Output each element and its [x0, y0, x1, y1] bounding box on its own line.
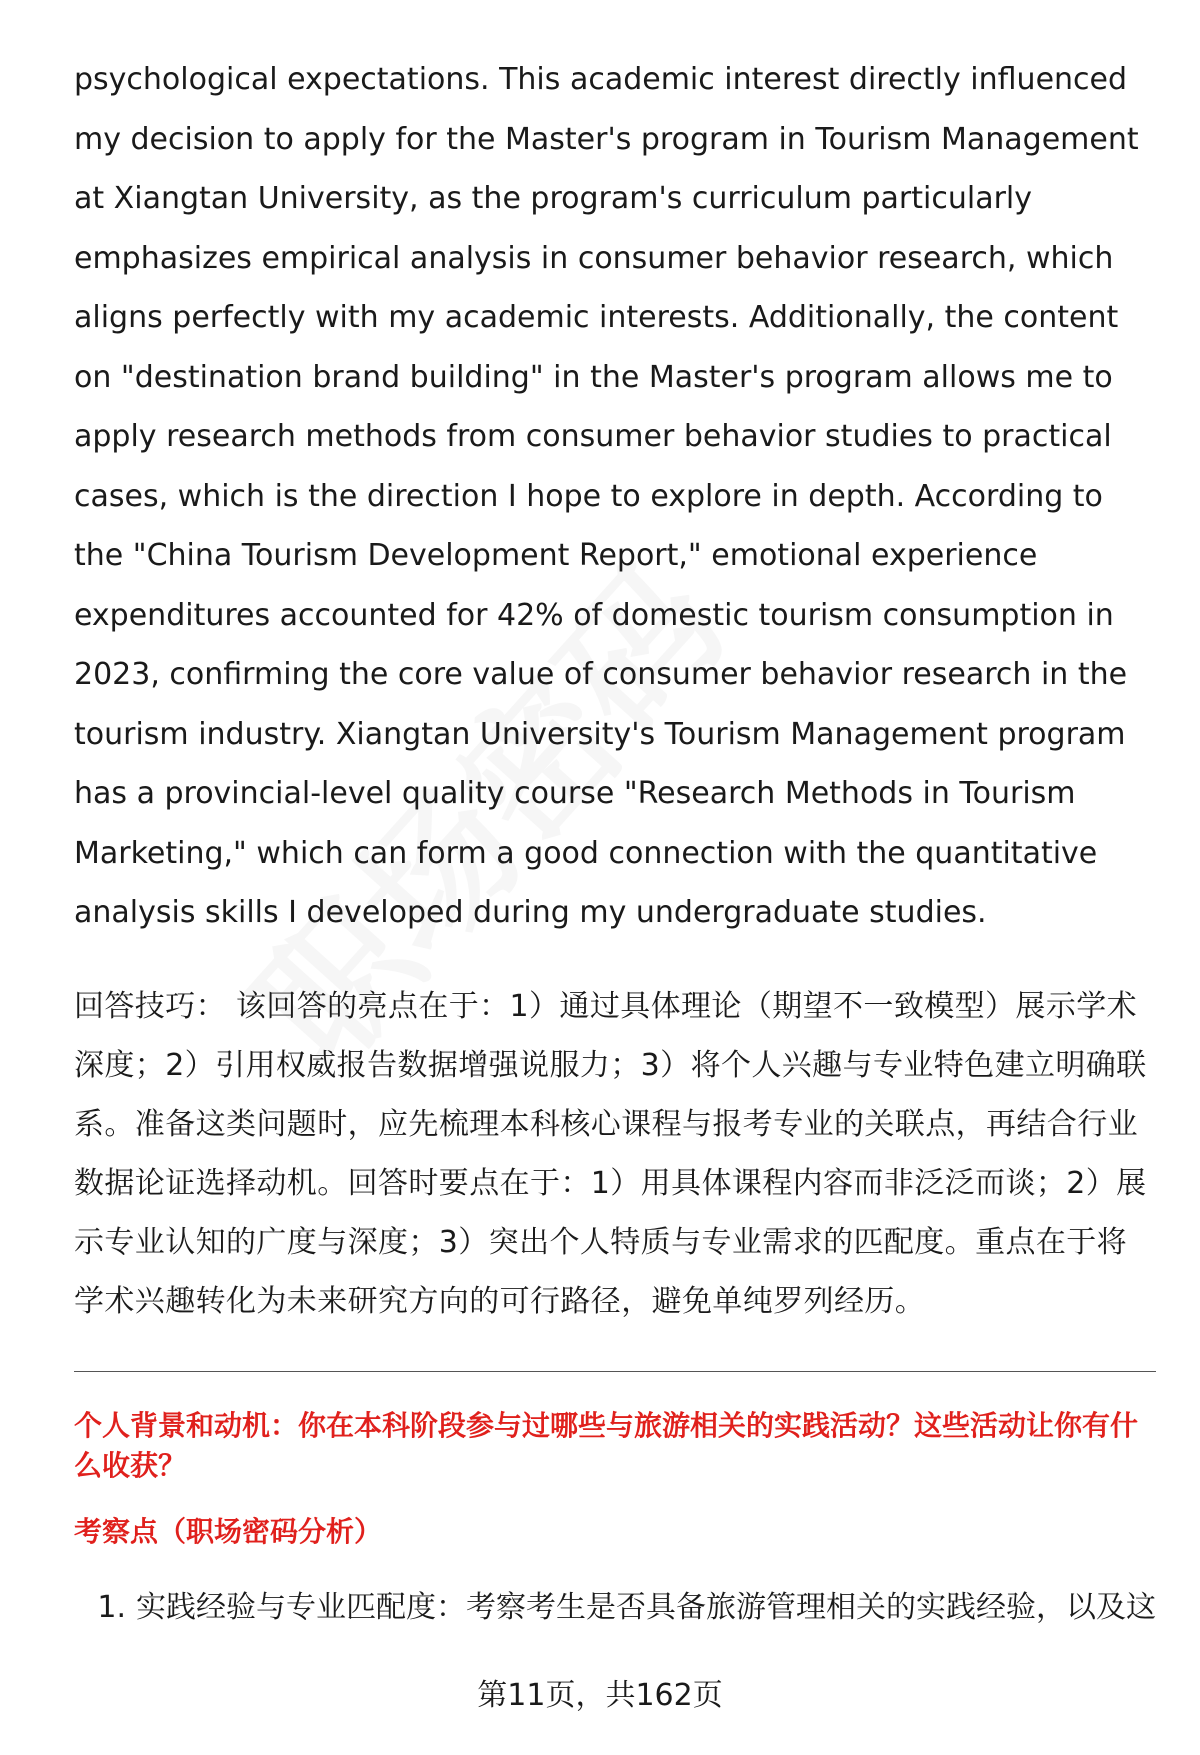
english-answer-paragraph: psychological expectations. This academic interest directly influenced my decision to apply for the Master's program in Tourism Management at Xiangtan University, as the program's curriculum particularly emphasizes empirical analysis in consumer behavior research, which aligns perfectly with my academic interests. Additionally, the content on "destination brand building" in the Master's program allows me to apply research methods from consumer behavior studies to practical cases, which is the direction I hope to explore in depth. According to the "China Tourism Development Report," emotional experience expenditures accounted for 42% of domestic tourism consumption in 2023, confirming the core value of consumer behavior research in the tourism industry. Xiangtan University's Tourism Management program has a provincial-level quality course "Research Methods in Tourism Marketing," which can form a good connection with the quantitative analysis skills I developed during my undergraduate studies. [74, 62, 1139, 930]
list-item [74, 1588, 1156, 1628]
section-title: 考察点（职场密码分析） [74, 1514, 383, 1548]
section-divider [74, 1371, 1156, 1372]
list-item-number: 1. [97, 1589, 126, 1625]
question-title: 个人背景和动机：你在本科阶段参与过哪些与旅游相关的实践活动？这些活动让你有什么收获？ [74, 1408, 1139, 1482]
document-page [74, 50, 1156, 1628]
answer-tips-paragraph: 回答技巧： 该回答的亮点在于：1）通过具体理论（期望不一致模型）展示学术深度；2）引用权威报告数据增强说服力；3）将个人兴趣与专业特色建立明确联系。准备这类问题时，应先梳理本科核心课程与报考专业的关联点，再结合行业数据论证选择动机。回答时要点在于：1）用具体课程内容而非泛泛而谈；2）展示专业认知的广度与深度；3）突出个人特质与专业需求的匹配度。重点在于将学术兴趣转化为未来研究方向的可行路径，避免单纯罗列经历。 [74, 988, 1147, 1319]
assessment-points-list [74, 1588, 1156, 1628]
page-footer: 第11页，共162页 [477, 1678, 723, 1713]
list-item-text: 实践经验与专业匹配度：考察考生是否具备旅游管理相关的实践经验，以及这 [136, 1589, 1156, 1625]
